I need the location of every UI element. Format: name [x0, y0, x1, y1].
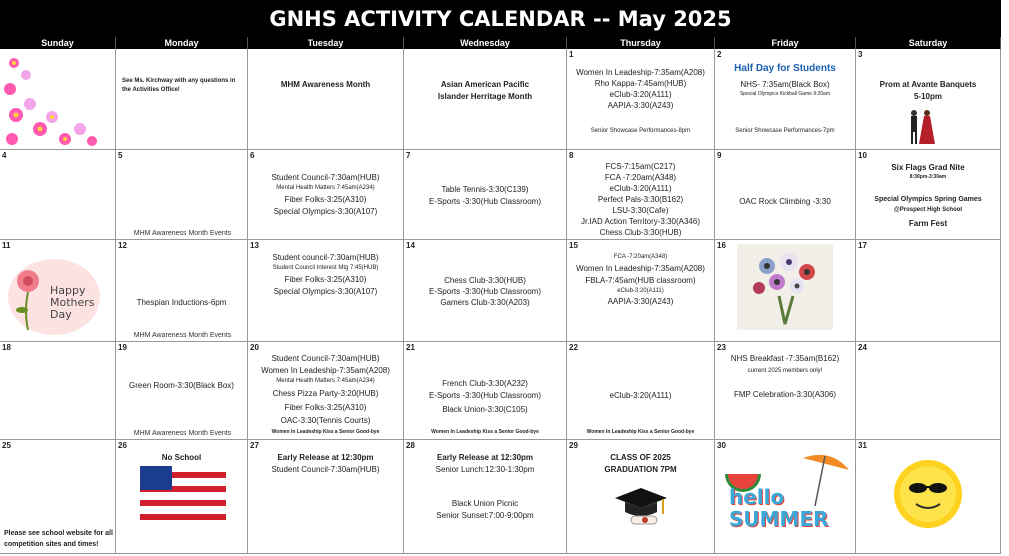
date-number: 15	[569, 241, 578, 250]
day-cell	[715, 49, 856, 150]
event-text: Student Council-7:30am(HUB)	[271, 465, 380, 474]
event-text: FBLA-7:45am(HUB classroom)	[585, 276, 696, 285]
event-text: E-Sports -3:30(Hub Classroom)	[428, 391, 542, 400]
date-number: 6	[250, 151, 255, 160]
event-text: Women In Leadeship Kiss a Senior Good-bye	[431, 429, 539, 435]
date-number: 27	[250, 441, 259, 450]
day-header: Tuesday	[248, 37, 404, 49]
event-text: Special Olympics-3:30(A107)	[273, 207, 378, 216]
event-text: Special Olympics Spring Games	[874, 196, 982, 203]
event-text: Black Union Picnic	[451, 499, 519, 508]
prom-dancers-art	[901, 107, 941, 147]
day-header: Monday	[116, 37, 248, 49]
event-text: Fiber Folks-3:25(A310)	[284, 195, 367, 204]
day-cell	[404, 342, 567, 440]
date-number: 21	[406, 343, 415, 352]
day-cell	[567, 240, 715, 342]
day-cell	[116, 240, 248, 342]
day-cell	[116, 150, 248, 240]
day-cell	[248, 240, 404, 342]
event-text: MHM Awareness Month	[280, 80, 371, 89]
day-header: Thursday	[567, 37, 715, 49]
date-number: 19	[118, 343, 127, 352]
event-text: eClub-3:20(A111)	[609, 90, 672, 99]
event-text: Perfect Pals-3:30(B162)	[597, 195, 684, 204]
date-number: 8	[569, 151, 574, 160]
event-text: Senior Lunch:12:30-1:30pm	[435, 465, 535, 474]
event-text: MHM Awareness Month Events	[133, 332, 232, 339]
event-text: Rho Kappa-7:45am(HUB)	[594, 79, 687, 88]
event-text: MHM Awareness Month Events	[133, 230, 232, 237]
date-number: 28	[406, 441, 415, 450]
event-text: CLASS OF 2025	[610, 453, 671, 462]
flower-border-art	[0, 49, 116, 150]
date-number: 1	[569, 50, 574, 59]
bouquet-art	[737, 244, 833, 330]
date-number: 5	[118, 151, 123, 160]
calendar-title: GNHS ACTIVITY CALENDAR -- May 2025	[0, 0, 1001, 37]
day-cell	[567, 440, 715, 554]
date-number: 25	[2, 441, 11, 450]
event-text: AAPIA-3:30(A243)	[607, 101, 674, 110]
day-header: Wednesday	[404, 37, 567, 49]
flag-art	[140, 466, 226, 524]
day-cell	[856, 342, 1001, 440]
date-number: 31	[858, 441, 867, 450]
event-text: Green Room-3:30(Black Box)	[129, 381, 234, 390]
event-text: No School	[161, 453, 202, 462]
event-text: eClub-3:20(A111)	[609, 184, 672, 193]
day-cell	[116, 342, 248, 440]
event-text: Women In Leadeship Kiss a Senior Good-bye	[586, 429, 695, 435]
event-text: Student council-7:30am(HUB)	[272, 253, 379, 262]
event-text: FCA -7:20am(A348)	[613, 254, 668, 260]
day-cell	[248, 440, 404, 554]
event-text: 8:30pm-3:30am	[909, 174, 947, 180]
competition-note: Please see school website for all competition sites and times!	[4, 530, 113, 548]
date-number: 24	[858, 343, 867, 352]
day-cell	[404, 440, 567, 554]
day-cell	[0, 49, 116, 150]
day-cell	[248, 342, 404, 440]
event-text: LSU-3:30(Cafe)	[612, 206, 669, 215]
day-cell	[404, 150, 567, 240]
event-text: Women In Leadeship Kiss a Senior Good-bye	[271, 429, 380, 435]
half-day-banner: Half Day for Students	[734, 63, 836, 74]
sun-sunglasses-icon	[888, 454, 968, 534]
date-number: 22	[569, 343, 578, 352]
date-number: 20	[250, 343, 259, 352]
event-text: OAC Rock Climbing -3:30	[739, 197, 831, 206]
event-text: Student Council-7:30am(HUB)	[271, 173, 380, 182]
event-text: Fiber Folks-3:25(A310)	[284, 275, 367, 284]
day-header: Saturday	[856, 37, 1001, 49]
event-text: Early Release at 12:30pm	[436, 453, 534, 462]
event-text: AAPIA-3:30(A243)	[607, 297, 674, 306]
weekday-header	[0, 37, 1001, 49]
activities-office-note: See Ms. Kirchway with any questions in the Activities Office!	[122, 78, 236, 93]
date-number: 3	[858, 50, 863, 59]
day-cell	[567, 49, 715, 150]
day-cell	[567, 342, 715, 440]
day-cell	[0, 342, 116, 440]
date-number: 2	[717, 50, 722, 59]
event-text: MHM Awareness Month Events	[133, 430, 232, 437]
event-text: Student Council Interest Mtg 7:45(HUB)	[272, 265, 379, 271]
event-text: Fiber Folks-3:25(A310)	[284, 403, 367, 412]
event-text: 5-10pm	[913, 92, 942, 101]
event-text: Senior Showcase Performances-7pm	[735, 128, 835, 134]
date-number: 30	[717, 441, 726, 450]
event-text: E-Sports -3:30(Hub Classroom)	[428, 197, 542, 206]
event-text: E-Sports -3:30(Hub Classroom)	[428, 287, 542, 296]
date-number: 4	[2, 151, 7, 160]
day-cell	[856, 240, 1001, 342]
date-number: 9	[717, 151, 722, 160]
event-text: Mental Health Matters 7:45am(A234)	[276, 378, 375, 384]
event-text: OAC-3:30(Tennis Courts)	[280, 416, 371, 425]
date-number: 12	[118, 241, 127, 250]
date-number: 17	[858, 241, 867, 250]
event-text: Jr.IAD Action Territory-3:30(A346)	[580, 217, 700, 226]
mothers-day-text: Happy Mothers Day	[50, 284, 95, 321]
day-cell	[0, 440, 116, 554]
event-text: Mental Health Matters 7:45am(A234)	[276, 185, 375, 191]
date-number: 16	[717, 241, 726, 250]
date-number: 29	[569, 441, 578, 450]
day-cell	[404, 49, 567, 150]
event-text: Table Tennis-3:30(C139)	[441, 185, 529, 194]
day-cell	[0, 150, 116, 240]
event-text: NHS Breakfast -7:35am(B162)	[730, 354, 840, 363]
day-cell	[856, 49, 1001, 150]
date-number: 11	[2, 241, 11, 250]
event-text: Thespian Inductions-6pm	[136, 298, 227, 307]
event-text: eClub-3:20(A111)	[617, 288, 664, 294]
day-cell	[404, 240, 567, 342]
date-number: 14	[406, 241, 415, 250]
day-header: Friday	[715, 37, 856, 49]
date-number: 10	[858, 151, 867, 160]
event-text: Chess Pizza Party-3:20(HUB)	[272, 389, 379, 398]
event-text: FCS-7:15am(C217)	[605, 162, 676, 171]
event-text: Chess Club-3:30(HUB)	[444, 276, 526, 285]
event-text: Farm Fest	[908, 219, 948, 228]
graduation-cap-icon	[611, 484, 671, 530]
event-text: Asian American Pacific	[440, 80, 530, 89]
day-cell	[248, 150, 404, 240]
day-cell	[116, 440, 248, 554]
day-cell	[715, 240, 856, 342]
day-cell	[567, 150, 715, 240]
event-text: NHS- 7:35am(Black Box)	[740, 80, 830, 89]
event-text: Chess Club-3:30(HUB)	[599, 228, 682, 237]
event-text: Senior Sunset:7:00-9:00pm	[436, 511, 534, 520]
day-cell	[715, 440, 856, 554]
day-header: Sunday	[0, 37, 116, 49]
event-text: Special Olympics-3:30(A107)	[273, 287, 378, 296]
date-number: 26	[118, 441, 127, 450]
hello-summer-text: hello SUMMER	[729, 485, 829, 531]
date-number: 23	[717, 343, 726, 352]
event-text: Senior Showcase Performances-8pm	[590, 128, 691, 134]
event-text: Women In Leadeship-7:35am(A208)	[576, 264, 705, 273]
day-cell	[248, 49, 404, 150]
day-cell	[715, 342, 856, 440]
date-number: 13	[250, 241, 259, 250]
event-text: Special Olympics Kickball Game 9:20am	[739, 91, 831, 97]
date-number: 7	[406, 151, 411, 160]
event-text: GRADUATION 7PM	[604, 465, 677, 474]
day-cell	[0, 240, 116, 342]
event-text: Gamers Club-3:30(A203)	[440, 298, 530, 307]
event-text: Six Flags Grad Nite	[891, 163, 965, 172]
day-cell	[856, 440, 1001, 554]
event-text: Prom at Avante Banquets	[879, 80, 977, 89]
day-cell	[116, 49, 248, 150]
event-text: current 2025 members only!	[747, 368, 823, 374]
day-cell	[856, 150, 1001, 240]
event-text: Women In Leadeship-7:35am(A208)	[576, 68, 705, 77]
date-number: 18	[2, 343, 11, 352]
event-text: Early Release at 12:30pm	[277, 453, 374, 462]
event-text: FMP Celebration-3:30(A306)	[733, 390, 837, 399]
event-text: eClub-3:20(A111)	[609, 391, 672, 400]
event-text: @Prospect High School	[893, 207, 963, 213]
day-cell	[715, 150, 856, 240]
event-text: Black Union-3:30(C105)	[442, 405, 528, 414]
event-text: Women In Leadeship-7:35am(A208)	[261, 366, 390, 375]
event-text: French Club-3:30(A232)	[442, 379, 528, 388]
event-text: Islander Herritage Month	[437, 92, 533, 101]
event-text: FCA -7:20am(A348)	[604, 173, 677, 182]
event-text: Student Council-7:30am(HUB)	[271, 354, 380, 363]
